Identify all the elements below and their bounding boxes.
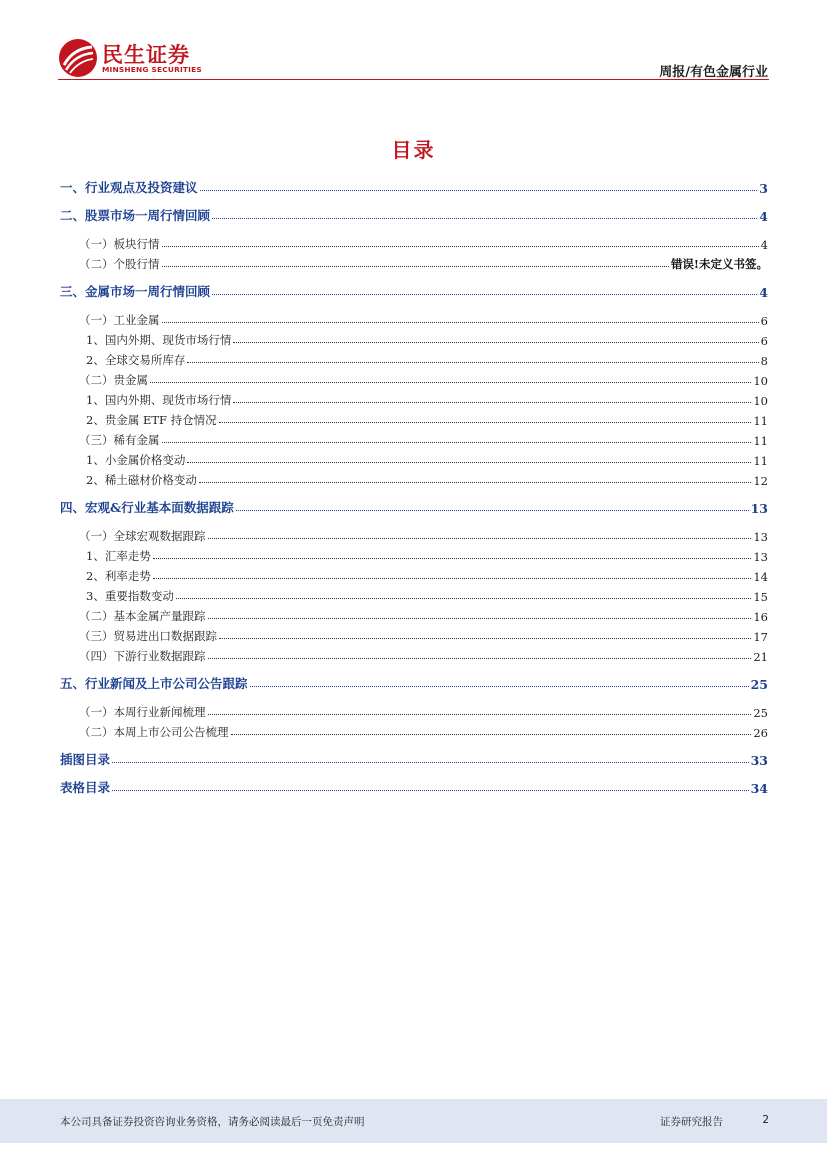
toc-dot-leader — [200, 190, 758, 191]
toc-dot-leader — [208, 658, 752, 659]
toc-entry-page: 13 — [750, 501, 768, 516]
toc-entry[interactable] — [60, 624, 768, 644]
toc-entry-label: 二、股票市场一周行情回顾 — [60, 208, 211, 223]
toc-entry-page: 4 — [759, 209, 768, 224]
toc-entry-label: 一、行业观点及投资建议 — [60, 180, 198, 195]
toc-entry-label: 四、宏观&行业基本面数据跟踪 — [60, 500, 234, 515]
toc-entry[interactable] — [60, 720, 768, 740]
toc-dot-leader — [153, 558, 752, 559]
toc-entry[interactable] — [60, 468, 768, 488]
page-header — [0, 0, 827, 82]
toc-entry[interactable] — [60, 428, 768, 448]
toc-entry[interactable] — [60, 672, 768, 692]
toc-entry-label: （二）本周上市公司公告梳理 — [79, 725, 229, 739]
toc-dot-leader — [219, 638, 751, 639]
toc-entry[interactable] — [60, 388, 768, 408]
toc-entry-page: 25 — [753, 706, 768, 720]
toc-entry[interactable] — [60, 584, 768, 604]
minsheng-logo — [58, 38, 258, 80]
toc-entry[interactable] — [60, 524, 768, 544]
toc-entry-page: 错误!未定义书签。 — [670, 257, 768, 271]
toc-entry-page: 11 — [753, 434, 768, 448]
toc-entry-page: 10 — [753, 374, 768, 388]
toc-dot-leader — [219, 422, 752, 423]
toc-title: 目录 — [391, 138, 436, 162]
toc-entry-page: 21 — [753, 650, 768, 664]
toc-dot-leader — [212, 294, 757, 295]
toc-dot-leader — [250, 686, 749, 687]
toc-entry-label: （三）稀有金属 — [79, 433, 160, 447]
toc-entry-label: 3、重要指数变动 — [86, 589, 174, 603]
toc-entry[interactable] — [60, 176, 768, 196]
toc-entry[interactable] — [60, 700, 768, 720]
document-type: 周报/有色金属行业 — [659, 65, 768, 80]
toc-entry-page: 26 — [753, 726, 768, 740]
toc-entry[interactable] — [60, 496, 768, 516]
page-footer — [0, 1099, 827, 1143]
toc-entry[interactable] — [60, 776, 768, 796]
toc-entry-page: 11 — [753, 414, 768, 428]
toc-dot-leader — [236, 510, 749, 511]
toc-entry-page: 33 — [750, 753, 768, 768]
toc-entry-page: 8 — [760, 354, 768, 368]
toc-dot-leader — [231, 734, 752, 735]
toc-entry-label: 2、利率走势 — [86, 569, 151, 583]
toc-entry-label: 1、小金属价格变动 — [86, 453, 186, 467]
toc-entry-label: 表格目录 — [60, 780, 111, 795]
toc-dot-leader — [162, 246, 759, 247]
toc-entry-label: （一）本周行业新闻梳理 — [79, 705, 206, 719]
toc-entry[interactable] — [60, 564, 768, 584]
toc-entry-page: 16 — [753, 610, 768, 624]
toc-entry[interactable] — [60, 604, 768, 624]
toc-entry-page: 15 — [753, 590, 768, 604]
toc-entry-page: 3 — [759, 181, 768, 196]
toc-entry[interactable] — [60, 252, 768, 272]
toc-entry[interactable] — [60, 348, 768, 368]
toc-entry-label: （一）工业金属 — [79, 313, 160, 327]
toc-entry-page: 12 — [753, 474, 768, 488]
toc-entry-page: 10 — [753, 394, 768, 408]
toc-dot-leader — [162, 322, 759, 323]
footer-disclaimer: 本公司具备证券投资咨询业务资格，请务必阅读最后一页免责声明 — [60, 1116, 365, 1128]
toc-dot-leader — [162, 266, 669, 267]
toc-entry-label: （二）基本金属产量跟踪 — [79, 609, 206, 623]
toc-entry-label: 2、贵金属 ETF 持仓情况 — [86, 413, 217, 427]
toc-entry-page: 13 — [753, 530, 768, 544]
toc-dot-leader — [212, 218, 757, 219]
toc-entry-label: （一）全球宏观数据跟踪 — [79, 529, 206, 543]
toc-entry-label: （四）下游行业数据跟踪 — [79, 649, 206, 663]
toc-entry[interactable] — [60, 308, 768, 328]
footer-report-type: 证券研究报告 — [660, 1116, 723, 1128]
toc-entry-page: 6 — [760, 314, 768, 328]
toc-dot-leader — [233, 402, 751, 403]
minsheng-logo-icon — [58, 38, 98, 78]
toc-entry-label: 2、全球交易所库存 — [86, 353, 186, 367]
toc-entry-page: 11 — [753, 454, 768, 468]
toc-entry-label: 1、国内外期、现货市场行情 — [86, 393, 232, 407]
toc-dot-leader — [150, 382, 751, 383]
toc-entry[interactable] — [60, 544, 768, 564]
toc-entry-label: 2、稀土磁材价格变动 — [86, 473, 197, 487]
toc-entry-page: 17 — [753, 630, 768, 644]
toc-entry-label: 三、金属市场一周行情回顾 — [60, 284, 211, 299]
toc-dot-leader — [233, 342, 758, 343]
toc-entry-page: 4 — [759, 285, 768, 300]
toc-entry[interactable] — [60, 448, 768, 468]
toc-dot-leader — [112, 790, 749, 791]
header-divider — [58, 79, 769, 80]
toc-dot-leader — [176, 598, 752, 599]
toc-dot-leader — [208, 538, 752, 539]
toc-entry-label: （二）贵金属 — [79, 373, 148, 387]
toc-dot-leader — [199, 482, 752, 483]
toc-entry[interactable] — [60, 204, 768, 224]
toc-entry-page: 13 — [753, 550, 768, 564]
logo-chinese-name: 民生证券 — [102, 43, 190, 67]
toc-dot-leader — [187, 362, 758, 363]
toc-entry[interactable] — [60, 328, 768, 348]
toc-entry-label: 1、汇率走势 — [86, 549, 151, 563]
toc-entry[interactable] — [60, 408, 768, 428]
toc-entry-page: 14 — [753, 570, 768, 584]
toc-dot-leader — [208, 714, 752, 715]
toc-dot-leader — [187, 462, 751, 463]
toc-dot-leader — [162, 442, 752, 443]
toc-entry-label: 1、国内外期、现货市场行情 — [86, 333, 232, 347]
toc-entry[interactable] — [60, 368, 768, 388]
toc-entry[interactable] — [60, 748, 768, 768]
toc-entry-label: （三）贸易进出口数据跟踪 — [79, 629, 217, 643]
toc-entry[interactable] — [60, 280, 768, 300]
footer-page-number: 2 — [762, 1114, 769, 1126]
toc-entry-page: 4 — [760, 238, 768, 252]
toc-dot-leader — [112, 762, 749, 763]
toc-entry-label: （一）板块行情 — [79, 237, 160, 251]
toc-dot-leader — [153, 578, 752, 579]
logo-english-name: MINSHENG SECURITIES — [102, 65, 202, 74]
toc-entry[interactable] — [60, 644, 768, 664]
toc-entry[interactable] — [60, 232, 768, 252]
toc-entry-label: 插图目录 — [60, 752, 111, 767]
toc-entry-page: 25 — [750, 677, 768, 692]
toc-entry-page: 34 — [750, 781, 768, 796]
toc-entry-label: （二）个股行情 — [79, 257, 160, 271]
toc-entry-page: 6 — [760, 334, 768, 348]
toc-dot-leader — [208, 618, 752, 619]
toc-entry-label: 五、行业新闻及上市公司公告跟踪 — [60, 676, 248, 691]
